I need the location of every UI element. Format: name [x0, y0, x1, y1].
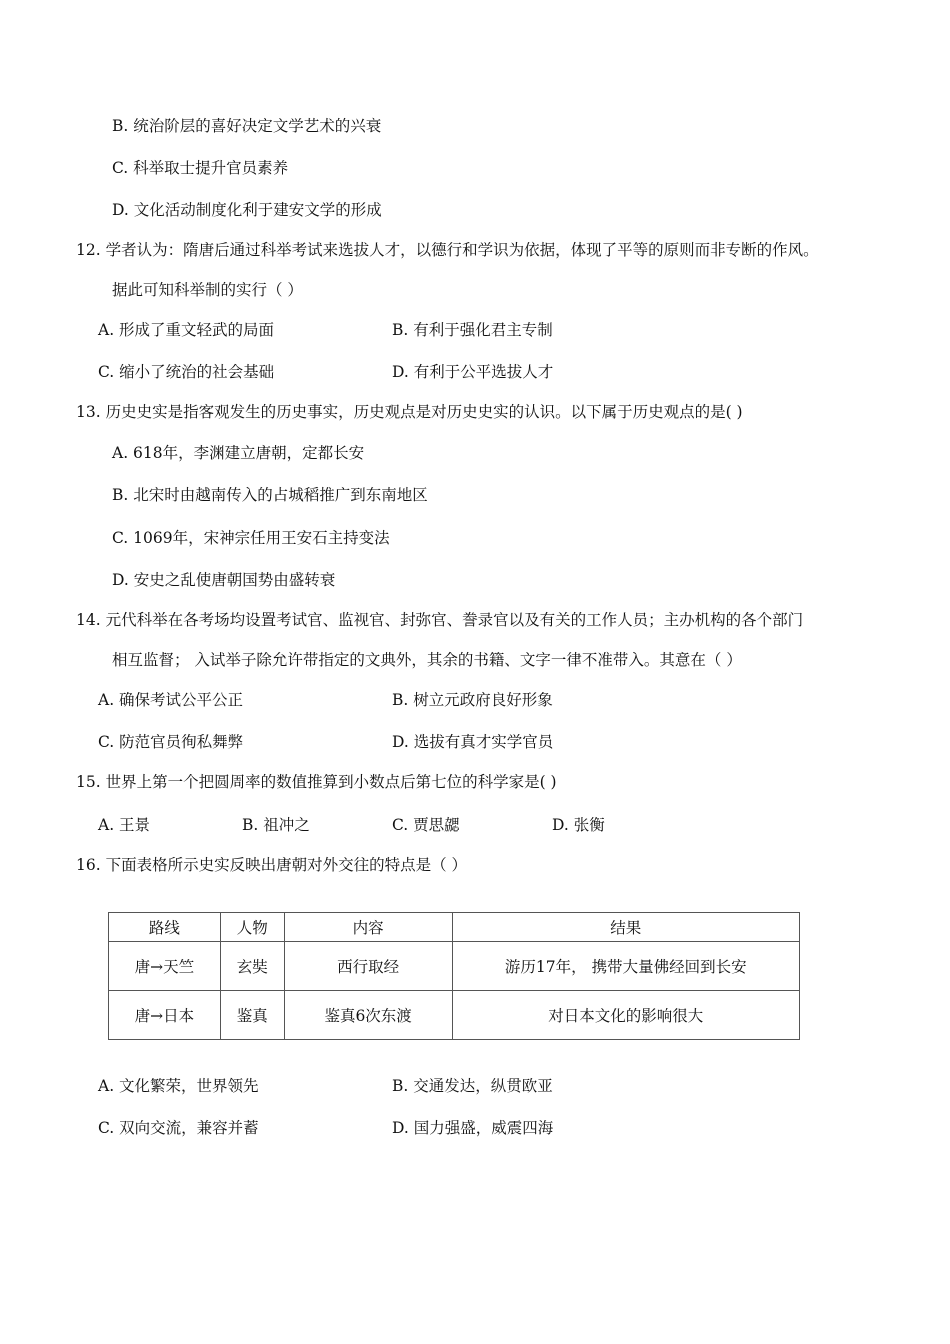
- q15-option-c: C. 贾思勰: [392, 816, 460, 834]
- q15-options-row: [0, 815, 950, 835]
- q16-options-row2: [0, 1118, 950, 1138]
- table-row: [109, 942, 800, 991]
- table-header-route: 路线: [109, 913, 221, 942]
- q12-option-c: C. 缩小了统治的社会基础: [98, 363, 275, 381]
- q15-stem: 15. 世界上第一个把圆周率的数值推算到小数点后第七位的科学家是( ): [76, 773, 557, 791]
- table-cell-content: 西行取经: [284, 942, 452, 991]
- q11-option-d: D. 文化活动制度化利于建安文学的形成: [112, 201, 382, 219]
- table-header-person: 人物: [220, 913, 284, 942]
- table-header-result: 结果: [452, 913, 800, 942]
- q14-option-c: C. 防范官员徇私舞弊: [98, 733, 244, 751]
- q13-stem: 13. 历史史实是指客观发生的历史事实，历史观点是对历史史实的认识。以下属于历史观点的是( ): [76, 403, 743, 421]
- q12-options-row2: [0, 362, 950, 382]
- table-cell-result: 对日本文化的影响很大: [452, 991, 800, 1040]
- q14-option-b: B. 树立元政府良好形象: [392, 691, 553, 709]
- table-row: [109, 991, 800, 1040]
- q14-option-d: D. 选拔有真才实学官员: [392, 733, 554, 751]
- q11-option-c: C. 科举取士提升官员素养: [112, 159, 289, 177]
- table-cell-person: 鉴真: [220, 991, 284, 1040]
- q14-stem-line1: 14. 元代科举在各考场均设置考试官、监视官、封弥官、誊录官以及有关的工作人员；主办机构的各个部门: [76, 611, 804, 629]
- q15-option-d: D. 张衡: [552, 816, 605, 834]
- q12-option-b: B. 有利于强化君主专制: [392, 321, 553, 339]
- q12-stem-line2: 据此可知科举制的实行（ ）: [112, 281, 303, 299]
- table-header-content: 内容: [284, 913, 452, 942]
- q13-option-c: C. 1069年，宋神宗任用王安石主持变法: [112, 529, 390, 547]
- table-cell-route: 唐→天竺: [109, 942, 221, 991]
- q13-option-d: D. 安史之乱使唐朝国势由盛转衰: [112, 571, 336, 589]
- table-cell-route: 唐→日本: [109, 991, 221, 1040]
- table-header-row: [109, 913, 800, 942]
- q12-options-row1: [0, 320, 950, 340]
- q13-option-a: A. 618年，李渊建立唐朝，定都长安: [112, 444, 365, 462]
- q16-options-row1: [0, 1076, 950, 1096]
- q12-option-a: A. 形成了重文轻武的局面: [98, 321, 275, 339]
- q15-option-b: B. 祖冲之: [242, 816, 310, 834]
- table-cell-result: 游历17年， 携带大量佛经回到长安: [452, 942, 800, 991]
- history-facts-table: [108, 912, 800, 1040]
- q16-option-b: B. 交通发达，纵贯欧亚: [392, 1077, 553, 1095]
- q15-option-a: A. 王景: [98, 816, 151, 834]
- q14-stem-line2: 相互监督； 入试举子除允许带指定的文典外，其余的书籍、文字一律不准带入。其意在（ ）: [112, 651, 742, 669]
- q14-options-row2: [0, 732, 950, 752]
- table-cell-content: 鉴真6次东渡: [284, 991, 452, 1040]
- q11-option-b: B. 统治阶层的喜好决定文学艺术的兴衰: [112, 117, 382, 135]
- q12-option-d: D. 有利于公平选拔人才: [392, 363, 554, 381]
- table-cell-person: 玄奘: [220, 942, 284, 991]
- q16-stem: 16. 下面表格所示史实反映出唐朝对外交往的特点是（ ）: [76, 856, 468, 874]
- q16-option-a: A. 文化繁荣，世界领先: [98, 1077, 259, 1095]
- q12-stem-line1: 12. 学者认为：隋唐后通过科举考试来选拔人才，以德行和学识为依据，体现了平等的原则而非专断的作风。: [76, 241, 819, 259]
- q16-option-d: D. 国力强盛，威震四海: [392, 1119, 554, 1137]
- q14-options-row1: [0, 690, 950, 710]
- q13-option-b: B. 北宋时由越南传入的占城稻推广到东南地区: [112, 486, 428, 504]
- q16-option-c: C. 双向交流，兼容并蓄: [98, 1119, 259, 1137]
- q14-option-a: A. 确保考试公平公正: [98, 691, 244, 709]
